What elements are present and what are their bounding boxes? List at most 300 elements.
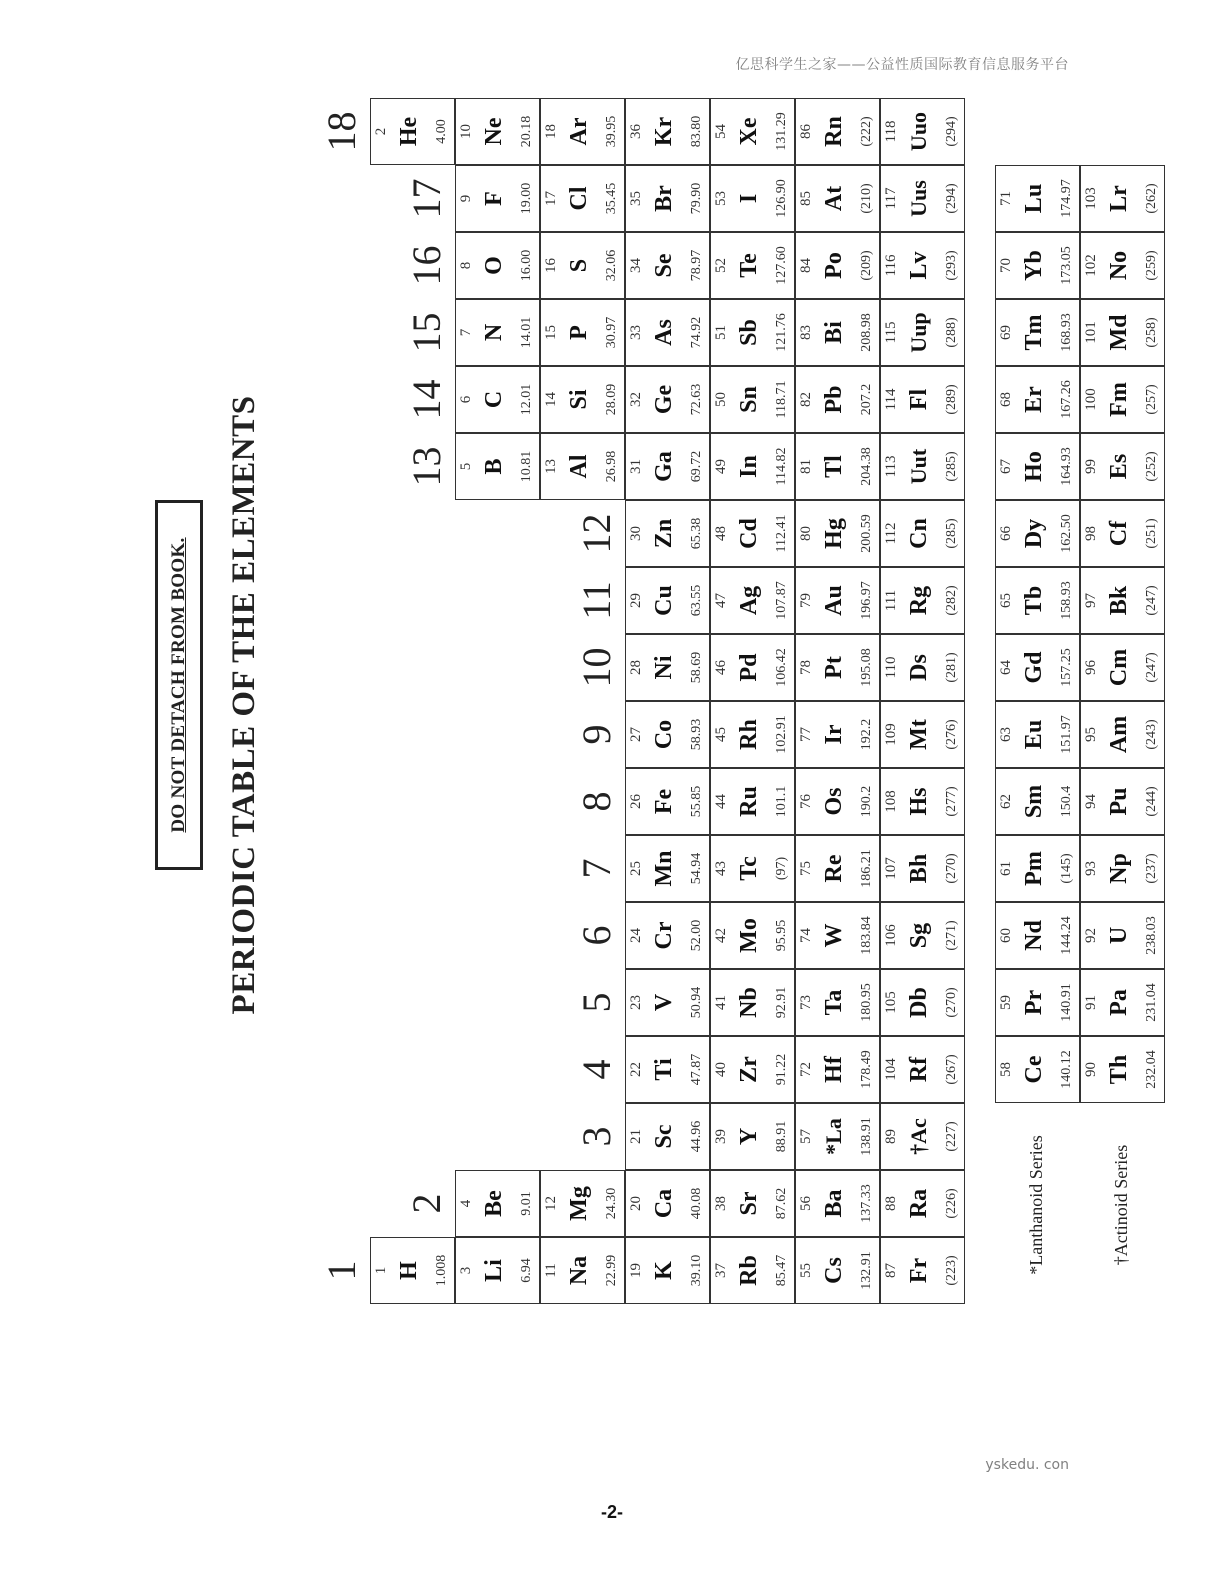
atomic-mass: 192.2 (859, 718, 874, 751)
element-symbol: Ru (736, 786, 762, 817)
element-symbol: Fr (906, 1257, 932, 1284)
element-symbol: Tm (1021, 314, 1047, 351)
element-cell (625, 299, 710, 366)
atomic-number: 11 (543, 1263, 559, 1278)
element-cell (540, 1237, 625, 1304)
atomic-mass: (257) (1144, 384, 1159, 415)
element-symbol: †Ac (906, 1118, 931, 1155)
element-symbol: Cd (736, 518, 762, 549)
atomic-number: 55 (798, 1263, 814, 1278)
atomic-mass: (247) (1144, 652, 1159, 683)
element-cell (880, 1103, 965, 1170)
group-label: 10 (574, 647, 619, 688)
atomic-mass: 58.93 (689, 718, 704, 751)
atomic-mass: 144.24 (1059, 916, 1074, 955)
atomic-number: 43 (713, 861, 729, 876)
element-cell (625, 165, 710, 232)
atomic-mass: 131.29 (774, 112, 789, 151)
element-cell (880, 902, 965, 969)
atomic-number: 8 (458, 261, 474, 270)
atomic-mass: (281) (944, 652, 959, 683)
element-cell (1080, 902, 1165, 969)
atomic-mass: (277) (944, 786, 959, 817)
element-symbol: Sr (736, 1191, 762, 1216)
atomic-mass: 204.38 (859, 447, 874, 486)
group-label: 2 (404, 1193, 449, 1214)
atomic-number: 115 (883, 321, 899, 344)
atomic-mass: 12.01 (519, 383, 534, 416)
element-cell (1080, 500, 1165, 567)
element-cell (995, 232, 1080, 299)
footer-site: yskedu. con (985, 1457, 1069, 1473)
atomic-number: 97 (1083, 593, 1099, 608)
atomic-number: 63 (998, 727, 1014, 742)
atomic-mass: 52.00 (689, 919, 704, 952)
element-symbol: Yb (1021, 250, 1047, 281)
atomic-mass: (267) (944, 1054, 959, 1085)
atomic-number: 118 (883, 120, 899, 143)
element-cell (710, 1170, 795, 1237)
element-symbol: Lv (906, 251, 932, 280)
atomic-number: 69 (998, 325, 1014, 340)
element-cell (795, 165, 880, 232)
atomic-number: 107 (883, 857, 899, 880)
element-symbol: Ra (906, 1188, 932, 1219)
atomic-number: 81 (798, 459, 814, 474)
atomic-mass: 54.94 (689, 852, 704, 885)
atomic-mass: 40.08 (689, 1187, 704, 1220)
atomic-number: 54 (713, 124, 729, 139)
atomic-mass: 137.33 (859, 1184, 874, 1223)
element-cell (1080, 299, 1165, 366)
atomic-number: 108 (883, 790, 899, 813)
atomic-number: 96 (1083, 660, 1099, 675)
element-cell (625, 1237, 710, 1304)
element-cell (455, 165, 540, 232)
atomic-number: 14 (543, 392, 559, 407)
atomic-mass: 78.97 (689, 249, 704, 282)
atomic-number: 79 (798, 593, 814, 608)
element-symbol: Sn (736, 386, 762, 413)
element-cell (795, 567, 880, 634)
element-symbol: Se (651, 253, 677, 278)
atomic-number: 15 (543, 325, 559, 340)
element-symbol: Lu (1021, 183, 1047, 214)
element-symbol: Uus (906, 180, 931, 217)
element-symbol: Ir (821, 724, 847, 745)
atomic-mass: 24.30 (604, 1187, 619, 1220)
element-symbol: Hg (821, 518, 847, 549)
element-symbol: Sg (906, 922, 932, 949)
atomic-mass: 140.12 (1059, 1050, 1074, 1089)
element-symbol: Hs (906, 787, 932, 816)
element-symbol: Pb (821, 385, 847, 414)
notice-text: DO NOT DETACH FROM BOOK. (168, 537, 189, 833)
element-cell (710, 98, 795, 165)
element-cell (455, 299, 540, 366)
atomic-mass: 101.1 (774, 785, 789, 818)
atomic-mass: 39.95 (604, 115, 619, 148)
element-symbol: K (651, 1261, 677, 1280)
element-cell (370, 98, 455, 165)
element-cell (795, 232, 880, 299)
group-label: 4 (574, 1059, 619, 1080)
element-symbol: W (821, 923, 847, 948)
element-symbol: Uut (906, 448, 931, 485)
atomic-number: 22 (628, 1062, 644, 1077)
atomic-mass: 196.97 (859, 581, 874, 620)
element-symbol: Ti (651, 1058, 677, 1081)
element-cell (710, 969, 795, 1036)
atomic-number: 71 (998, 191, 1014, 206)
element-symbol: O (481, 256, 507, 275)
element-cell (880, 1036, 965, 1103)
page-number: -2- (601, 1502, 623, 1522)
element-symbol: Ge (651, 384, 677, 415)
element-symbol: Zr (736, 1056, 762, 1083)
atomic-mass: (285) (944, 518, 959, 549)
atomic-number: 60 (998, 928, 1014, 943)
atomic-number: 6 (458, 395, 474, 404)
atomic-number: 50 (713, 392, 729, 407)
element-symbol: Fe (651, 788, 677, 815)
group-label: 8 (574, 791, 619, 812)
element-cell (880, 835, 965, 902)
element-cell (710, 835, 795, 902)
atomic-mass: 39.10 (689, 1254, 704, 1287)
element-cell (795, 1170, 880, 1237)
atomic-mass: 186.21 (859, 849, 874, 888)
atomic-number: 41 (713, 995, 729, 1010)
group-label: 14 (404, 379, 449, 420)
element-symbol: F (481, 191, 507, 206)
element-cell (710, 299, 795, 366)
element-cell (880, 1170, 965, 1237)
element-symbol: Os (821, 787, 847, 816)
atomic-mass: 85.47 (774, 1254, 789, 1287)
element-cell (795, 835, 880, 902)
element-symbol: Cn (906, 518, 932, 549)
element-cell (625, 634, 710, 701)
element-symbol: Ni (651, 655, 677, 680)
element-cell (795, 1036, 880, 1103)
atomic-mass: (223) (944, 1255, 959, 1286)
element-symbol: Db (906, 987, 932, 1018)
element-cell (625, 1170, 710, 1237)
atomic-number: 21 (628, 1129, 644, 1144)
element-symbol: Sm (1021, 784, 1047, 819)
element-symbol: Ca (651, 1188, 677, 1219)
element-symbol: Pd (736, 653, 762, 682)
element-cell (625, 366, 710, 433)
atomic-number: 78 (798, 660, 814, 675)
atomic-number: 111 (883, 589, 899, 612)
element-symbol: B (481, 458, 507, 475)
element-cell (625, 1036, 710, 1103)
atomic-mass: 91.22 (774, 1053, 789, 1086)
group-label: 11 (574, 581, 619, 620)
atomic-number: 73 (798, 995, 814, 1010)
atomic-number: 28 (628, 660, 644, 675)
element-cell (795, 902, 880, 969)
atomic-mass: (282) (944, 585, 959, 616)
element-symbol: Sb (736, 319, 762, 346)
element-cell (540, 98, 625, 165)
atomic-number: 67 (998, 459, 1014, 474)
element-symbol: Am (1106, 715, 1132, 754)
element-cell (370, 1237, 455, 1304)
element-cell (880, 500, 965, 567)
element-symbol: Fm (1106, 382, 1132, 417)
element-cell (1080, 567, 1165, 634)
element-symbol: Al (566, 454, 592, 479)
element-cell (540, 1170, 625, 1237)
atomic-number: 76 (798, 794, 814, 809)
element-symbol: Re (821, 854, 847, 883)
atomic-number: 44 (713, 794, 729, 809)
atomic-number: 32 (628, 392, 644, 407)
element-cell (625, 969, 710, 1036)
element-symbol: Ag (736, 585, 762, 616)
atomic-number: 106 (883, 924, 899, 947)
atomic-mass: 74.92 (689, 316, 704, 349)
atomic-number: 92 (1083, 928, 1099, 943)
group-label: 13 (404, 446, 449, 487)
element-cell (455, 366, 540, 433)
element-cell (1080, 835, 1165, 902)
group-label: 12 (574, 513, 619, 554)
element-symbol: Be (481, 1190, 507, 1217)
element-symbol: C (481, 390, 507, 409)
element-cell (455, 1237, 540, 1304)
element-symbol: Pa (1106, 989, 1132, 1016)
element-cell (710, 366, 795, 433)
element-symbol: Xe (736, 117, 762, 146)
atomic-number: 87 (883, 1263, 899, 1278)
element-symbol: Nb (736, 987, 762, 1018)
atomic-number: 103 (1083, 187, 1099, 210)
atomic-mass: (289) (944, 384, 959, 415)
element-symbol: Gd (1021, 651, 1047, 684)
element-symbol: Md (1106, 314, 1132, 351)
element-cell (995, 634, 1080, 701)
atomic-number: 86 (798, 124, 814, 139)
element-symbol: H (396, 1261, 422, 1280)
element-symbol: Ar (566, 117, 592, 146)
atomic-number: 12 (543, 1196, 559, 1211)
element-symbol: Nd (1021, 920, 1047, 951)
element-cell (1080, 1036, 1165, 1103)
element-cell (625, 835, 710, 902)
element-symbol: Ga (651, 451, 677, 482)
page-header: 亿思科学生之家——公益性质国际教育信息服务平台 (735, 57, 1069, 73)
element-cell (1080, 433, 1165, 500)
element-cell (625, 433, 710, 500)
atomic-number: 95 (1083, 727, 1099, 742)
element-cell (995, 366, 1080, 433)
group-label: 17 (404, 178, 449, 219)
element-symbol: Rg (906, 585, 932, 616)
atomic-number: 68 (998, 392, 1014, 407)
element-cell (710, 433, 795, 500)
element-symbol: Au (821, 585, 847, 616)
atomic-mass: 112.41 (774, 514, 789, 553)
atomic-number: 53 (713, 191, 729, 206)
element-symbol: Ds (906, 654, 932, 681)
atomic-mass: 158.93 (1059, 581, 1074, 620)
atomic-mass: 4.00 (434, 119, 449, 144)
element-symbol: Bh (906, 853, 932, 884)
atomic-number: 17 (543, 191, 559, 206)
atomic-mass: 50.94 (689, 986, 704, 1019)
element-cell (625, 232, 710, 299)
atomic-mass: 114.82 (774, 447, 789, 486)
atomic-number: 57 (798, 1129, 814, 1144)
element-cell (880, 567, 965, 634)
element-symbol: Ne (481, 117, 507, 146)
atomic-number: 62 (998, 794, 1014, 809)
atomic-mass: 10.81 (519, 450, 534, 483)
atomic-mass: 9.01 (519, 1191, 534, 1216)
element-cell (540, 433, 625, 500)
element-symbol: Ta (821, 989, 847, 1016)
element-symbol: Th (1106, 1054, 1132, 1085)
atomic-mass: 208.98 (859, 313, 874, 352)
element-cell (880, 433, 965, 500)
element-symbol: Rh (736, 719, 762, 750)
element-symbol: Er (1021, 386, 1047, 413)
element-cell (795, 433, 880, 500)
atomic-number: 112 (883, 522, 899, 545)
element-symbol: Es (1106, 453, 1132, 480)
atomic-mass: 151.97 (1059, 715, 1074, 754)
atomic-number: 39 (713, 1129, 729, 1144)
element-cell (1080, 969, 1165, 1036)
atomic-number: 13 (543, 459, 559, 474)
atomic-mass: (227) (944, 1121, 959, 1152)
element-symbol: In (736, 455, 762, 478)
atomic-number: 26 (628, 794, 644, 809)
element-symbol: Tb (1021, 585, 1047, 616)
atomic-number: 46 (713, 660, 729, 675)
atomic-mass: 238.03 (1144, 916, 1159, 955)
atomic-mass: 126.90 (774, 179, 789, 218)
element-cell (795, 1237, 880, 1304)
atomic-mass: 55.85 (689, 785, 704, 818)
atomic-number: 47 (713, 593, 729, 608)
atomic-number: 82 (798, 392, 814, 407)
atomic-number: 45 (713, 727, 729, 742)
element-cell (795, 969, 880, 1036)
atomic-number: 52 (713, 258, 729, 273)
atomic-number: 25 (628, 861, 644, 876)
element-symbol: Ce (1021, 1055, 1047, 1084)
atomic-number: 75 (798, 861, 814, 876)
element-cell (880, 165, 965, 232)
element-cell (710, 232, 795, 299)
atomic-mass: (145) (1059, 853, 1074, 884)
atomic-number: 113 (883, 455, 899, 478)
atomic-number: 31 (628, 459, 644, 474)
element-cell (1080, 232, 1165, 299)
atomic-number: 64 (998, 660, 1014, 675)
element-cell (880, 701, 965, 768)
element-cell (995, 433, 1080, 500)
atomic-number: 29 (628, 593, 644, 608)
atomic-mass: 30.97 (604, 316, 619, 349)
atomic-mass: 32.06 (604, 249, 619, 282)
atomic-mass: 87.62 (774, 1187, 789, 1220)
atomic-number: 77 (798, 727, 814, 742)
element-symbol: No (1106, 250, 1132, 281)
element-cell (710, 165, 795, 232)
element-symbol: He (396, 116, 422, 147)
element-cell (995, 701, 1080, 768)
element-symbol: Eu (1021, 719, 1047, 750)
atomic-mass: 168.93 (1059, 313, 1074, 352)
element-symbol: Li (481, 1259, 507, 1282)
element-symbol: S (566, 258, 592, 273)
atomic-mass: 72.63 (689, 383, 704, 416)
atomic-mass: 180.95 (859, 983, 874, 1022)
atomic-number: 74 (798, 928, 814, 943)
element-symbol: Np (1106, 853, 1132, 884)
atomic-number: 85 (798, 191, 814, 206)
element-symbol: Kr (651, 116, 677, 147)
atomic-mass: (294) (944, 116, 959, 147)
atomic-number: 58 (998, 1062, 1014, 1077)
atomic-number: 80 (798, 526, 814, 541)
atomic-mass: 83.80 (689, 115, 704, 148)
atomic-mass: (288) (944, 317, 959, 348)
atomic-mass: 26.98 (604, 450, 619, 483)
element-cell (710, 1036, 795, 1103)
atomic-mass: (222) (859, 116, 874, 147)
group-label: 16 (404, 245, 449, 286)
atomic-number: 37 (713, 1263, 729, 1278)
atomic-mass: (97) (774, 856, 789, 881)
atomic-number: 98 (1083, 526, 1099, 541)
atomic-mass: 200.59 (859, 514, 874, 553)
atomic-mass: (209) (859, 250, 874, 281)
actinoid-series-label: †Actinoid Series (1111, 1144, 1131, 1266)
atomic-number: 88 (883, 1196, 899, 1211)
atomic-number: 66 (998, 526, 1014, 541)
element-symbol: Zn (651, 518, 677, 549)
atomic-number: 93 (1083, 861, 1099, 876)
atomic-mass: 207.2 (859, 383, 874, 416)
element-cell (995, 768, 1080, 835)
atomic-number: 90 (1083, 1062, 1099, 1077)
atomic-mass: (258) (1144, 317, 1159, 348)
atomic-number: 3 (458, 1266, 474, 1275)
element-symbol: Dy (1021, 518, 1047, 549)
atomic-number: 42 (713, 928, 729, 943)
atomic-mass: (237) (1144, 853, 1159, 884)
atomic-number: 84 (798, 258, 814, 273)
element-cell (540, 232, 625, 299)
atomic-mass: (276) (944, 719, 959, 750)
atomic-mass: (252) (1144, 451, 1159, 482)
element-cell (995, 500, 1080, 567)
atomic-number: 61 (998, 861, 1014, 876)
atomic-mass: (293) (944, 250, 959, 281)
atomic-number: 100 (1083, 388, 1099, 411)
element-symbol: N (481, 323, 507, 342)
atomic-number: 48 (713, 526, 729, 541)
atomic-mass: 118.71 (774, 380, 789, 419)
element-symbol: Pm (1021, 851, 1047, 886)
